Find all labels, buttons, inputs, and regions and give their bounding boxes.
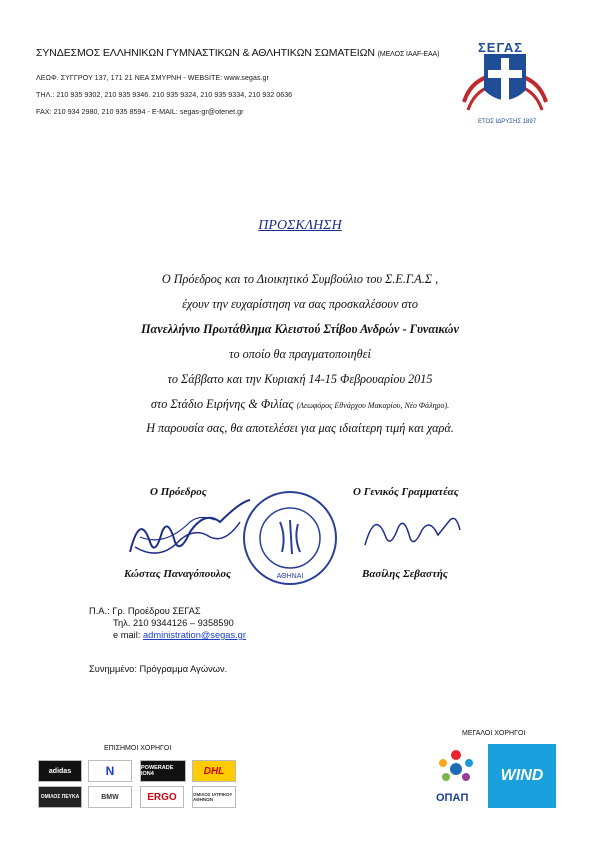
- sponsor-adidas: adidas: [38, 760, 82, 782]
- letter-line-event: Πανελλήνιο Πρωτάθλημα Κλειστού Στίβου Ανδρών - Γυναικών: [141, 322, 459, 336]
- letter-line-date: το Σάββατο και την Κυριακή 14-15 Φεβρουαρίου 2015: [167, 372, 433, 386]
- letter-line-closing: Η παρουσία σας, θα αποτελέσει για μας ιδιαίτερη τιμή και χαρά.: [146, 421, 454, 435]
- president-signature: [120, 492, 260, 572]
- org-member-text: (ΜΕΛΟΣ IAAF-EAA): [377, 51, 440, 58]
- attachment-line: Συνημμένο: Πρόγραμμα Αγώνων.: [89, 664, 228, 674]
- stamp-city: ΑΘΗΝΑΙ: [276, 573, 304, 580]
- letter-line-venue: [0, 397, 600, 412]
- sponsor-bmw: BMW: [88, 786, 132, 808]
- email-link[interactable]: administration@segas.gr: [142, 630, 246, 640]
- letter-line-4: το οποίο θα πραγματοποιηθεί: [229, 347, 371, 361]
- org-address: ΛΕΩΦ. ΣΥΓΓΡΟΥ 137, 171 21 ΝΕΑ ΣΜΥΡΝΗ - WEBSITE: www.segas.gr: [36, 73, 269, 82]
- sponsor-powerade: POWERADE ION4: [140, 760, 186, 782]
- letter-line-2: έχουν την ευχαρίστηση να σας προσκαλέσουν στο: [182, 297, 418, 311]
- venue-name: στο Στάδιο Ειρήνης & Φιλίας: [150, 397, 294, 411]
- secretary-signature: [360, 500, 470, 560]
- official-stamp: [240, 488, 340, 588]
- major-sponsors-label: ΜΕΓΑΛΟΙ ΧΟΡΗΓΟΙ: [462, 730, 526, 737]
- official-sponsors-label: ΕΠΙΣΗΜΟΙ ΧΟΡΗΓΟΙ: [104, 745, 172, 752]
- president-title: Ο Πρόεδρος: [150, 486, 207, 498]
- secretary-name: Βασίλης Σεβαστής: [362, 568, 448, 580]
- logo-founded: ΕΤΟΣ ΙΔΡΥΣΗΣ 1897: [478, 119, 537, 125]
- email-line: [113, 630, 246, 640]
- secretary-title: Ο Γενικός Γραμματέας: [353, 486, 459, 498]
- pa-line: Π.Α.: Γρ. Προέδρου ΣΕΓΑΣ: [89, 606, 201, 616]
- letter-line-1: Ο Πρόεδρος και το Διοικητικό Συμβούλιο του Σ.Ε.Γ.Α.Σ ,: [161, 272, 439, 286]
- email-label: e mail:: [113, 630, 141, 640]
- sponsor-ergo: ERGO: [140, 786, 184, 808]
- org-name: [36, 47, 439, 59]
- org-phones: ΤΗΛ.: 210 935 9302, 210 935 9346. 210 935 9324, 210 935 9334, 210 932 0636: [36, 90, 293, 99]
- venue-address: (Λεωφόρος Εθνάρχου Μακαρίου, Νέο Φάληρο).: [296, 401, 450, 410]
- org-name-text: ΣΥΝΔΕΣΜΟΣ ΕΛΛΗΝΙΚΩΝ ΓΥΜΝΑΣΤΙΚΩΝ & ΑΘΛΗΤΙΚΩΝ ΣΩΜΑΤΕΙΩΝ: [36, 47, 375, 59]
- org-fax-email: FAX: 210 934 2980, 210 935 8594 - E-MAIL: segas-gr@otenet.gr: [36, 107, 244, 116]
- wind-logo: WIND: [488, 744, 556, 808]
- opap-label: ΟΠΑΠ: [436, 792, 469, 804]
- logo-name: ΣΕΓΑΣ: [478, 40, 524, 55]
- sponsor-n: N: [88, 760, 132, 782]
- sponsor-dhl: DHL: [192, 760, 236, 782]
- phone-line: Τηλ. 210 9344126 – 9358590: [113, 618, 234, 628]
- sponsor-pefka: ΟΜΙΛΟΣ ΠΕΥΚΑ: [38, 786, 82, 808]
- letter-title: ΠΡΟΣΚΛΗΣΗ: [258, 218, 342, 233]
- president-name: Κώστας Παναγόπουλος: [124, 568, 231, 580]
- sponsor-iatriko: ΟΜΙΛΟΣ ΙΑΤΡΙΚΟΥ ΑΘΗΝΩΝ: [192, 786, 236, 808]
